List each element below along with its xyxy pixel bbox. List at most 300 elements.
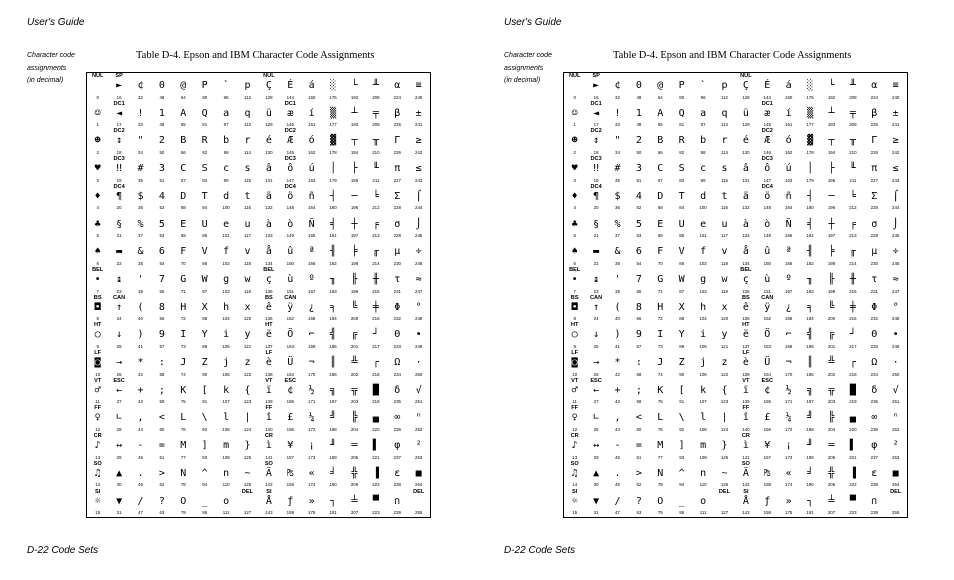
character-glyph: ▲ [593, 467, 600, 479]
decimal-code: 168 [308, 316, 316, 322]
code-cell [280, 433, 301, 461]
character-glyph: ╔ [828, 329, 835, 341]
character-glyph: ' [137, 273, 144, 285]
code-cell [387, 461, 408, 489]
decimal-code: 196 [827, 205, 836, 211]
code-cell [628, 489, 649, 517]
decimal-code: 140 [742, 427, 750, 433]
code-cell [821, 405, 842, 433]
character-glyph: ∟ [116, 412, 123, 424]
character-glyph: ╓ [372, 246, 379, 258]
decimal-code: 36 [615, 205, 620, 211]
decimal-code: 30 [116, 482, 122, 488]
code-cell [173, 322, 194, 350]
character-glyph: ┬ [828, 135, 835, 147]
code-cell [408, 461, 429, 489]
character-glyph: ▐ [372, 467, 379, 479]
code-cell [864, 350, 885, 378]
code-cell [885, 433, 906, 461]
code-cell [821, 128, 842, 156]
decimal-code: 233 [870, 343, 878, 349]
character-glyph: ª [785, 246, 792, 258]
character-glyph: ^ [201, 467, 208, 479]
decimal-code: 239 [393, 510, 401, 516]
character-glyph: Ä [742, 467, 749, 479]
code-cell [387, 350, 408, 378]
decimal-code: 19 [593, 177, 599, 183]
decimal-code: 25 [116, 343, 122, 349]
character-glyph: < [158, 412, 165, 424]
decimal-code: 43 [615, 399, 620, 405]
code-cell [280, 212, 301, 240]
character-glyph: ♥ [571, 163, 578, 175]
character-glyph: F [180, 246, 187, 258]
code-cell [585, 378, 606, 406]
decimal-code: 232 [393, 316, 401, 322]
character-glyph: ╢ [330, 246, 337, 258]
decimal-code: 119 [720, 288, 728, 294]
decimal-code: 241 [415, 122, 423, 128]
code-cell [821, 350, 842, 378]
decimal-code: 231 [393, 288, 401, 294]
decimal-code: 214 [849, 260, 857, 266]
decimal-code: 204 [827, 427, 836, 433]
character-glyph: X [201, 301, 208, 313]
character-glyph: ╧ [828, 495, 835, 507]
code-cell [258, 184, 279, 212]
decimal-code: 148 [286, 205, 294, 211]
decimal-code: 91 [202, 399, 208, 405]
character-glyph: ♦ [94, 190, 101, 202]
decimal-code: 197 [350, 233, 359, 239]
character-glyph: ] [678, 440, 685, 452]
decimal-code: 99 [700, 177, 706, 183]
decimal-code: 172 [785, 427, 793, 433]
character-glyph: , [614, 412, 621, 424]
character-glyph: : [635, 357, 642, 368]
code-cell [842, 405, 863, 433]
decimal-code: 235 [870, 399, 878, 405]
decimal-code: 245 [415, 233, 423, 239]
code-cell [692, 433, 713, 461]
code-cell [215, 156, 236, 184]
code-cell [885, 378, 906, 406]
code-cell [714, 433, 735, 461]
code-cell [258, 322, 279, 350]
character-glyph: ì [265, 440, 272, 452]
decimal-code: 26 [593, 371, 599, 377]
character-glyph: n [223, 467, 230, 479]
character-glyph: + [614, 384, 621, 396]
character-glyph: ╨ [849, 80, 856, 91]
code-cell [237, 73, 258, 101]
decimal-code: 75 [180, 399, 186, 405]
code-cell [735, 212, 756, 240]
character-glyph: ┐ [807, 495, 814, 507]
decimal-code: 50 [636, 150, 642, 156]
decimal-code: 177 [329, 122, 337, 128]
character-glyph: ô [764, 163, 771, 175]
decimal-code: 138 [742, 371, 750, 377]
decimal-code: 96 [700, 94, 706, 100]
code-cell [714, 295, 735, 323]
code-cell [799, 433, 820, 461]
character-glyph: ä [265, 190, 272, 202]
code-cell [215, 461, 236, 489]
character-glyph: ╠ [828, 412, 835, 424]
character-glyph: ⌡ [892, 218, 899, 230]
character-glyph: ¥ [764, 440, 771, 452]
character-glyph: w [721, 273, 728, 285]
code-cell [130, 156, 151, 184]
character-glyph: Σ [871, 190, 878, 202]
code-cell [650, 350, 671, 378]
decimal-code: 167 [785, 288, 793, 294]
character-glyph: O [657, 495, 664, 507]
character-glyph: ╛ [330, 467, 337, 479]
character-glyph: Ö [764, 329, 771, 341]
character-glyph: ♀ [94, 412, 101, 424]
code-cell [151, 433, 172, 461]
decimal-code: 219 [849, 399, 857, 405]
code-cell [387, 184, 408, 212]
decimal-code: 130 [742, 150, 750, 156]
character-glyph: ↕ [593, 135, 600, 147]
control-label: LF [742, 350, 750, 356]
control-label: LF [571, 350, 579, 356]
code-cell [607, 350, 628, 378]
code-cell [130, 184, 151, 212]
character-glyph: ─ [828, 190, 835, 202]
character-glyph: ↔ [116, 440, 123, 452]
code-cell [151, 184, 172, 212]
decimal-code: 201 [350, 343, 359, 349]
character-glyph: ▒ [330, 107, 337, 119]
code-cell [215, 212, 236, 240]
control-label: CAN [113, 294, 126, 301]
code-cell [885, 156, 906, 184]
decimal-code: 210 [372, 150, 380, 156]
code-cell [173, 128, 194, 156]
decimal-code: 156 [286, 427, 294, 433]
code-cell [365, 322, 386, 350]
decimal-code: 78 [180, 482, 186, 488]
character-glyph: ö [764, 190, 771, 202]
code-cell [215, 350, 236, 378]
character-code-table [563, 72, 908, 518]
code-cell [173, 295, 194, 323]
decimal-code: 105 [699, 343, 707, 349]
character-glyph: ╡ [807, 218, 814, 230]
decimal-code: 14 [572, 482, 578, 488]
character-glyph: U [201, 218, 208, 230]
decimal-code: 1 [573, 122, 576, 128]
character-glyph: Φ [871, 301, 878, 313]
decimal-code: 60 [159, 427, 165, 433]
code-cell [344, 156, 365, 184]
character-glyph: f [223, 246, 230, 258]
code-cell [757, 156, 778, 184]
decimal-code: 226 [870, 150, 878, 156]
code-cell [842, 267, 863, 295]
character-glyph: ╤ [849, 107, 856, 119]
character-glyph: π [394, 163, 401, 175]
code-cell [173, 73, 194, 101]
decimal-code: 37 [138, 233, 143, 239]
control-label: SI [572, 488, 578, 495]
decimal-code: 207 [350, 510, 359, 516]
code-cell [301, 239, 322, 267]
control-label: DC2 [761, 128, 773, 135]
character-glyph: ♫ [94, 467, 101, 479]
decimal-code: 102 [222, 260, 230, 266]
decimal-code: 107 [222, 399, 230, 405]
character-glyph: 8 [635, 301, 642, 313]
control-label: DC4 [590, 183, 602, 190]
code-cell [564, 267, 585, 295]
character-glyph: ≈ [892, 273, 899, 285]
decimal-code: 196 [350, 205, 359, 211]
code-cell [322, 433, 343, 461]
code-cell [408, 101, 429, 129]
character-glyph: ª [308, 246, 315, 258]
code-cell [408, 489, 429, 517]
decimal-code: 15 [95, 510, 101, 516]
code-cell [194, 267, 215, 295]
decimal-code: 199 [350, 288, 359, 294]
character-glyph: ■ [892, 467, 899, 479]
character-glyph: ¢ [764, 384, 771, 396]
decimal-code: 146 [286, 150, 294, 156]
code-cell [714, 405, 735, 433]
decimal-code: 52 [159, 205, 165, 211]
decimal-code: 127 [720, 510, 729, 516]
code-cell [757, 101, 778, 129]
character-glyph: # [137, 163, 144, 175]
decimal-code: 222 [849, 482, 857, 488]
code-cell [258, 156, 279, 184]
character-glyph: ì [742, 440, 749, 452]
code-cell [173, 489, 194, 517]
decimal-code: 157 [763, 454, 771, 460]
control-label: SO [264, 460, 273, 467]
character-glyph: I [657, 329, 664, 341]
decimal-code: 146 [763, 150, 771, 156]
code-cell [714, 239, 735, 267]
code-cell [714, 267, 735, 295]
character-glyph: 7 [158, 273, 165, 285]
character-glyph: î [742, 412, 749, 424]
character-glyph: ← [593, 384, 600, 396]
decimal-code: 93 [679, 454, 685, 460]
code-cell [778, 73, 799, 101]
decimal-code: 129 [265, 122, 273, 128]
control-label: VT [742, 377, 750, 384]
decimal-code: 233 [393, 343, 401, 349]
character-glyph: ë [742, 329, 749, 341]
decimal-code: 221 [849, 454, 857, 460]
character-glyph: ; [635, 384, 642, 396]
decimal-code: 12 [572, 427, 578, 433]
code-cell [778, 489, 799, 517]
character-glyph: s [244, 163, 251, 175]
character-glyph: » [785, 495, 792, 507]
decimal-code: 160 [785, 94, 793, 100]
code-cell [194, 461, 215, 489]
control-label: ESC [113, 377, 125, 384]
control-label: DC3 [113, 156, 125, 163]
code-cell [173, 184, 194, 212]
code-cell [564, 322, 585, 350]
code-cell [237, 156, 258, 184]
decimal-code: 21 [116, 233, 122, 239]
code-cell [173, 461, 194, 489]
decimal-code: 135 [742, 288, 750, 294]
character-glyph: ├ [351, 163, 358, 175]
code-cell [151, 212, 172, 240]
code-cell [821, 461, 842, 489]
character-glyph: ╚ [828, 301, 835, 313]
character-glyph: ○ [94, 329, 101, 341]
character-glyph: Θ [871, 329, 878, 341]
code-cell [821, 267, 842, 295]
code-cell [735, 184, 756, 212]
character-glyph: _ [678, 495, 685, 507]
code-cell [258, 378, 279, 406]
code-cell [151, 489, 172, 517]
decimal-code: 199 [827, 288, 836, 294]
code-cell [387, 378, 408, 406]
code-cell [650, 73, 671, 101]
decimal-code: 113 [720, 122, 728, 128]
character-glyph: ○ [571, 329, 578, 341]
decimal-code: 222 [372, 482, 380, 488]
decimal-code: 219 [372, 399, 380, 405]
character-glyph: ♣ [94, 218, 101, 230]
character-glyph: W [201, 273, 208, 285]
code-cell [628, 433, 649, 461]
code-cell [778, 378, 799, 406]
character-glyph: µ [871, 246, 878, 258]
decimal-code: 68 [657, 205, 663, 211]
decimal-code: 95 [202, 510, 208, 516]
decimal-code: 56 [636, 316, 642, 322]
character-glyph: Ü [764, 357, 771, 368]
code-cell [885, 295, 906, 323]
code-cell [258, 73, 279, 101]
decimal-code: 184 [329, 316, 337, 322]
code-cell [322, 295, 343, 323]
decimal-code: 23 [116, 288, 122, 294]
code-cell [108, 322, 129, 350]
code-cell [108, 184, 129, 212]
code-cell [108, 378, 129, 406]
code-cell [671, 128, 692, 156]
character-glyph: ╙ [372, 163, 379, 175]
code-cell [585, 267, 606, 295]
character-glyph: í [785, 107, 792, 119]
code-cell [564, 128, 585, 156]
code-cell [735, 433, 756, 461]
decimal-code: 117 [243, 233, 251, 239]
character-glyph: Ä [265, 467, 272, 479]
decimal-code: 176 [329, 94, 337, 100]
code-cell [585, 101, 606, 129]
code-cell [671, 156, 692, 184]
decimal-code: 19 [116, 177, 122, 183]
decimal-code: 18 [593, 150, 599, 156]
decimal-code: 45 [615, 454, 620, 460]
character-glyph: ½ [785, 384, 792, 396]
code-cell [607, 322, 628, 350]
decimal-code: 213 [849, 233, 857, 239]
decimal-code: 132 [265, 205, 273, 211]
character-glyph: § [593, 218, 600, 230]
character-glyph: D [180, 190, 187, 202]
character-glyph: ₧ [287, 467, 294, 479]
decimal-code: 193 [827, 122, 836, 128]
decimal-code: 243 [892, 177, 900, 183]
character-glyph: 6 [158, 246, 165, 258]
character-glyph: Æ [287, 135, 294, 147]
character-glyph: \ [201, 412, 208, 424]
code-cell [864, 73, 885, 101]
decimal-code: 22 [593, 260, 599, 266]
code-cell [237, 212, 258, 240]
character-glyph: ∞ [871, 412, 878, 424]
code-cell [671, 212, 692, 240]
character-glyph: û [287, 246, 294, 258]
character-glyph: ┼ [351, 218, 358, 230]
character-glyph: [ [201, 384, 208, 396]
decimal-code: 93 [202, 454, 208, 460]
character-glyph: J [657, 357, 664, 368]
code-cell [215, 101, 236, 129]
code-cell [757, 405, 778, 433]
code-cell [607, 378, 628, 406]
decimal-code: 57 [159, 343, 165, 349]
code-cell [842, 433, 863, 461]
decimal-code: 181 [329, 233, 337, 239]
character-glyph: ─ [351, 190, 358, 202]
decimal-code: 18 [116, 150, 122, 156]
decimal-code: 108 [222, 427, 230, 433]
character-glyph: * [614, 357, 621, 368]
decimal-code: 188 [329, 427, 337, 433]
character-glyph: ⁿ [892, 412, 899, 424]
character-glyph: ë [265, 329, 272, 341]
character-glyph: : [158, 357, 165, 368]
code-cell [344, 322, 365, 350]
code-cell [864, 267, 885, 295]
code-cell [87, 212, 108, 240]
code-cell [237, 184, 258, 212]
character-glyph: Ω [871, 357, 878, 368]
decimal-code: 180 [806, 205, 814, 211]
character-glyph: 6 [635, 246, 642, 258]
decimal-code: 99 [223, 177, 229, 183]
character-glyph: ├ [828, 163, 835, 175]
decimal-code: 76 [657, 427, 663, 433]
decimal-code: 152 [286, 316, 294, 322]
code-cell [408, 184, 429, 212]
code-cell [387, 239, 408, 267]
decimal-code: 224 [870, 94, 878, 100]
decimal-code: 167 [308, 288, 316, 294]
character-glyph: b [700, 135, 707, 147]
decimal-code: 227 [393, 177, 401, 183]
decimal-code: 238 [393, 482, 401, 488]
